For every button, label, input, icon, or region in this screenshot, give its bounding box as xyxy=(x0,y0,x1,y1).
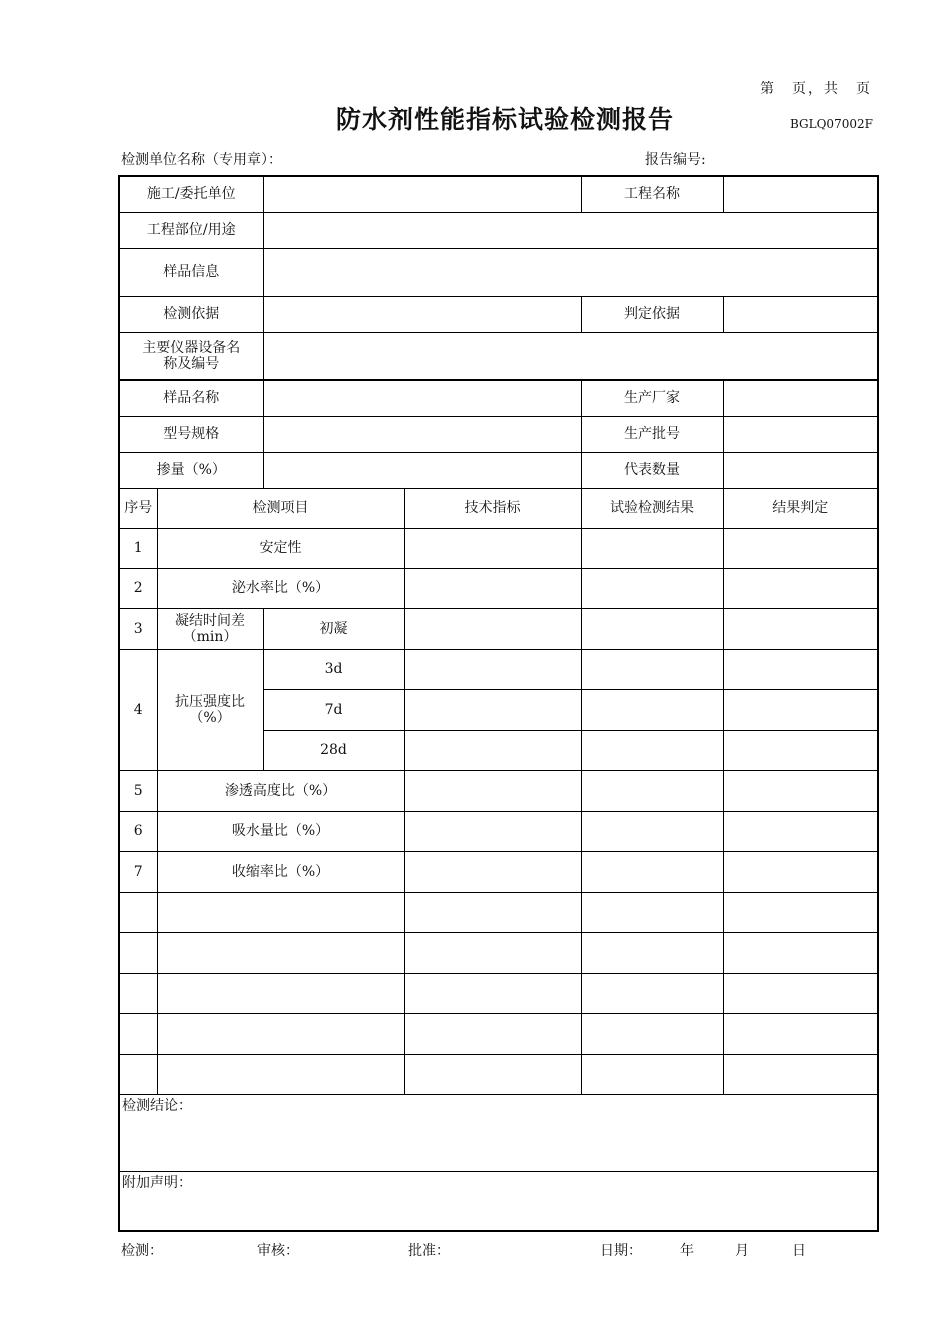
judgement-cell[interactable] xyxy=(723,1054,878,1094)
year-label: 年 xyxy=(680,1243,694,1259)
item-cell[interactable] xyxy=(157,892,404,932)
client-label: 施工/委托单位 xyxy=(119,176,263,212)
conclusion-label: 检测结论： xyxy=(122,1097,192,1114)
form-code: BGLQ07002F xyxy=(790,117,873,131)
judgement-cell[interactable] xyxy=(723,932,878,973)
seq-cell[interactable] xyxy=(119,1054,157,1094)
item-seq: 2 xyxy=(119,568,157,608)
dosage-label: 掺量（%） xyxy=(119,452,263,488)
unit-label: 检测单位名称（专用章）： xyxy=(121,152,282,168)
judgement-cell[interactable] xyxy=(723,973,878,1013)
spec-cell[interactable] xyxy=(404,730,581,770)
model-value[interactable] xyxy=(263,416,581,452)
spec-cell[interactable] xyxy=(404,770,581,811)
item-seq: 4 xyxy=(119,649,157,770)
item-cell[interactable] xyxy=(157,932,404,973)
judgement-cell[interactable] xyxy=(723,608,878,649)
spec-cell[interactable] xyxy=(404,568,581,608)
col-judgement-header: 结果判定 xyxy=(723,488,878,528)
judgement-cell[interactable] xyxy=(723,568,878,608)
item-name xyxy=(157,608,263,649)
result-cell[interactable] xyxy=(581,568,723,608)
tester-label: 检测： xyxy=(121,1243,163,1259)
result-cell[interactable] xyxy=(581,851,723,892)
seq-cell[interactable] xyxy=(119,973,157,1013)
model-label: 型号规格 xyxy=(119,416,263,452)
approver-label: 批准： xyxy=(408,1243,450,1259)
result-cell[interactable] xyxy=(581,649,723,689)
judgement-cell[interactable] xyxy=(723,649,878,689)
client-value[interactable] xyxy=(263,176,581,212)
date-label: 日期： xyxy=(600,1243,642,1259)
result-cell[interactable] xyxy=(581,973,723,1013)
result-cell[interactable] xyxy=(581,1013,723,1054)
judgement-cell[interactable] xyxy=(723,770,878,811)
statement-label: 附加声明： xyxy=(122,1174,192,1191)
item-cell[interactable] xyxy=(157,1013,404,1054)
sample-name-label: 样品名称 xyxy=(119,380,263,416)
item-sub: 28d xyxy=(263,730,404,770)
page-info: 第 页，共 页 xyxy=(760,81,872,97)
judgement-cell[interactable] xyxy=(723,851,878,892)
item-name xyxy=(157,649,263,770)
reviewer-label: 审核： xyxy=(257,1243,299,1259)
spec-cell[interactable] xyxy=(404,1013,581,1054)
col-spec-header: 技术指标 xyxy=(404,488,581,528)
item-seq: 5 xyxy=(119,770,157,811)
judgement-cell[interactable] xyxy=(723,730,878,770)
project-name-value[interactable] xyxy=(723,176,878,212)
batch-label: 生产批号 xyxy=(581,416,723,452)
empty-row xyxy=(119,892,878,932)
spec-cell[interactable] xyxy=(404,811,581,851)
spec-cell[interactable] xyxy=(404,689,581,730)
report-no-label: 报告编号: xyxy=(645,152,706,168)
day-label: 日 xyxy=(792,1243,806,1259)
manufacturer-value[interactable] xyxy=(723,380,878,416)
result-cell[interactable] xyxy=(581,770,723,811)
report-table xyxy=(118,175,879,1232)
batch-value[interactable] xyxy=(723,416,878,452)
judgement-cell[interactable] xyxy=(723,892,878,932)
item-sub: 7d xyxy=(263,689,404,730)
empty-row xyxy=(119,1013,878,1054)
result-cell[interactable] xyxy=(581,689,723,730)
item-name: 收缩率比（%） xyxy=(157,851,404,892)
quantity-value[interactable] xyxy=(723,452,878,488)
dosage-value[interactable] xyxy=(263,452,581,488)
sample-info-label: 样品信息 xyxy=(119,248,263,296)
seq-cell[interactable] xyxy=(119,932,157,973)
spec-cell[interactable] xyxy=(404,1054,581,1094)
project-part-value[interactable] xyxy=(263,212,878,248)
item-seq: 1 xyxy=(119,528,157,568)
result-cell[interactable] xyxy=(581,730,723,770)
empty-row xyxy=(119,973,878,1013)
item-cell[interactable] xyxy=(157,973,404,1013)
spec-cell[interactable] xyxy=(404,528,581,568)
result-cell[interactable] xyxy=(581,1054,723,1094)
equipment-value[interactable] xyxy=(263,332,878,380)
sample-info-value[interactable] xyxy=(263,248,878,296)
spec-cell[interactable] xyxy=(404,932,581,973)
spec-cell[interactable] xyxy=(404,892,581,932)
equipment-label-text: 主要仪器设备名称及编号 xyxy=(142,339,241,372)
empty-row xyxy=(119,1054,878,1094)
spec-cell[interactable] xyxy=(404,649,581,689)
item-name-text: 抗压强度比（%） xyxy=(175,693,245,726)
manufacturer-label: 生产厂家 xyxy=(581,380,723,416)
judgement-cell[interactable] xyxy=(723,689,878,730)
equipment-label xyxy=(119,332,263,380)
seq-cell[interactable] xyxy=(119,892,157,932)
result-cell[interactable] xyxy=(581,528,723,568)
col-result-header: 试验检测结果 xyxy=(581,488,723,528)
spec-cell[interactable] xyxy=(404,973,581,1013)
project-name-label: 工程名称 xyxy=(581,176,723,212)
conclusion-area[interactable] xyxy=(119,1094,878,1171)
result-cell[interactable] xyxy=(581,892,723,932)
test-basis-label: 检测依据 xyxy=(119,296,263,332)
item-name: 安定性 xyxy=(157,528,404,568)
item-name: 渗透高度比（%） xyxy=(157,770,404,811)
item-seq: 7 xyxy=(119,851,157,892)
col-item-header: 检测项目 xyxy=(157,488,404,528)
spec-cell[interactable] xyxy=(404,608,581,649)
empty-row xyxy=(119,932,878,973)
judgement-cell[interactable] xyxy=(723,811,878,851)
sample-name-value[interactable] xyxy=(263,380,581,416)
page-title: 防水剂性能指标试验检测报告 xyxy=(335,105,674,134)
statement-area[interactable] xyxy=(119,1171,878,1231)
project-part-label: 工程部位/用途 xyxy=(119,212,263,248)
item-sub: 初凝 xyxy=(263,608,404,649)
judge-basis-label: 判定依据 xyxy=(581,296,723,332)
judge-basis-value[interactable] xyxy=(723,296,878,332)
item-seq: 6 xyxy=(119,811,157,851)
test-basis-value[interactable] xyxy=(263,296,581,332)
item-name-text: 凝结时间差（min） xyxy=(175,612,245,645)
result-cell[interactable] xyxy=(581,932,723,973)
judgement-cell[interactable] xyxy=(723,528,878,568)
result-cell[interactable] xyxy=(581,608,723,649)
judgement-cell[interactable] xyxy=(723,1013,878,1054)
seq-cell[interactable] xyxy=(119,1013,157,1054)
col-seq-header: 序号 xyxy=(119,488,157,528)
month-label: 月 xyxy=(735,1243,749,1259)
quantity-label: 代表数量 xyxy=(581,452,723,488)
item-seq: 3 xyxy=(119,608,157,649)
item-name: 泌水率比（%） xyxy=(157,568,404,608)
result-cell[interactable] xyxy=(581,811,723,851)
spec-cell[interactable] xyxy=(404,851,581,892)
item-sub: 3d xyxy=(263,649,404,689)
item-cell[interactable] xyxy=(157,1054,404,1094)
item-name: 吸水量比（%） xyxy=(157,811,404,851)
